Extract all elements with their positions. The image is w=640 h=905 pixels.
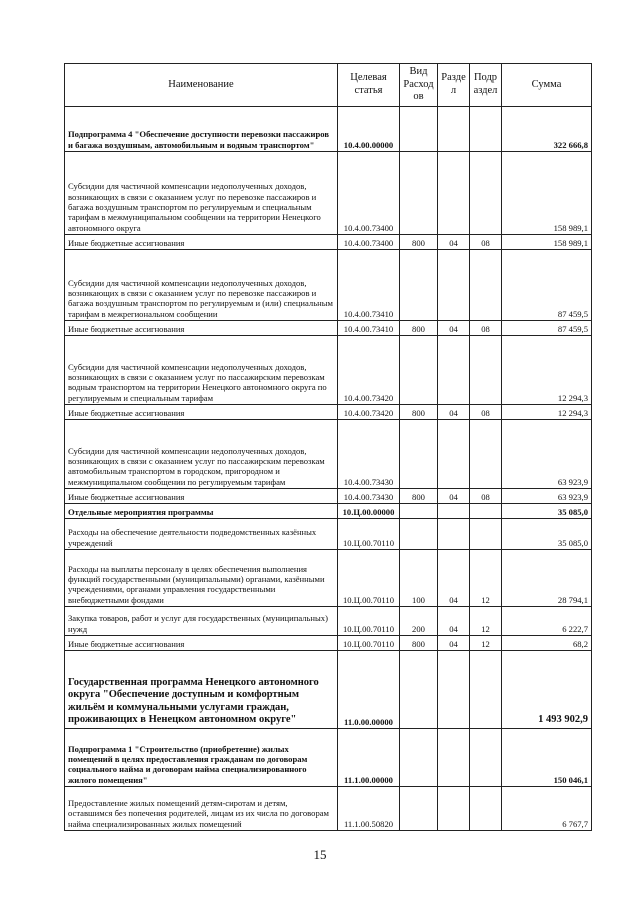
row-vid: 800: [400, 489, 438, 504]
header-name: Наименование: [65, 64, 338, 107]
row-sum: 322 666,8: [502, 107, 592, 152]
budget-table: [64, 63, 592, 831]
table-row: [65, 729, 592, 787]
row-vid: [400, 519, 438, 550]
table-row: [65, 152, 592, 235]
header-row: [65, 64, 592, 107]
row-name: Закупка товаров, работ и услуг для государственных (муниципальных) нужд: [65, 607, 338, 636]
table-row: [65, 321, 592, 336]
row-podrazdel: [470, 107, 502, 152]
row-code: 11.1.00.50820: [338, 787, 400, 831]
row-razdel: 04: [438, 235, 470, 250]
row-razdel: 04: [438, 636, 470, 651]
row-vid: 100: [400, 550, 438, 607]
row-name: Иные бюджетные ассигнования: [65, 489, 338, 504]
table-row: [65, 651, 592, 729]
row-podrazdel: [470, 152, 502, 235]
row-name: Государственная программа Ненецкого автономного округа "Обеспечение доступным и комфортным жильём и коммунальными услугами граждан, проживающих в Ненецком автономном округе": [65, 651, 338, 729]
row-code: 10.4.00.73400: [338, 235, 400, 250]
row-code: 10.4.00.73410: [338, 250, 400, 321]
row-razdel: 04: [438, 550, 470, 607]
row-razdel: [438, 519, 470, 550]
table-row: [65, 519, 592, 550]
header-podrazdel: Подр аздел: [470, 64, 502, 107]
row-razdel: 04: [438, 489, 470, 504]
row-code: 10.4.00.00000: [338, 107, 400, 152]
table-row: [65, 787, 592, 831]
table-row: [65, 607, 592, 636]
row-sum: 87 459,5: [502, 250, 592, 321]
row-name: Отдельные мероприятия программы: [65, 504, 338, 519]
row-sum: 68,2: [502, 636, 592, 651]
row-razdel: [438, 250, 470, 321]
row-vid: [400, 152, 438, 235]
row-podrazdel: [470, 787, 502, 831]
row-podrazdel: 08: [470, 489, 502, 504]
row-podrazdel: [470, 729, 502, 787]
row-podrazdel: 12: [470, 607, 502, 636]
row-sum: 63 923,9: [502, 420, 592, 489]
row-razdel: [438, 336, 470, 405]
row-name: Иные бюджетные ассигнования: [65, 321, 338, 336]
row-code: 10.4.00.73430: [338, 489, 400, 504]
row-code: 10.Ц.00.70110: [338, 550, 400, 607]
row-code: 10.Ц.00.70110: [338, 519, 400, 550]
row-name: Иные бюджетные ассигнования: [65, 636, 338, 651]
row-name: Субсидии для частичной компенсации недополученных доходов, возникающих в связи с оказанием услуг по перевозке пассажиров и багажа воздушным транспортом по регулируемым и специальным тарифам в межмуниципальном сообщении на территории Ненецкого автономного округа: [65, 152, 338, 235]
row-sum: 6 767,7: [502, 787, 592, 831]
row-name: Субсидии для частичной компенсации недополученных доходов, возникающих в связи с оказанием услуг по перевозке пассажиров и багажа воздушным транспортом по регулируемым и (или) специальным тарифам в межрегиональном сообщении: [65, 250, 338, 321]
row-razdel: [438, 420, 470, 489]
row-sum: 150 046,1: [502, 729, 592, 787]
row-podrazdel: 12: [470, 550, 502, 607]
row-vid: 800: [400, 405, 438, 420]
row-sum: 35 085,0: [502, 519, 592, 550]
row-podrazdel: [470, 420, 502, 489]
row-vid: 800: [400, 235, 438, 250]
row-vid: 800: [400, 636, 438, 651]
table-row: [65, 107, 592, 152]
row-podrazdel: [470, 250, 502, 321]
row-code: 10.4.00.73410: [338, 321, 400, 336]
header-summa: Сумма: [502, 64, 592, 107]
row-vid: [400, 107, 438, 152]
table-row: [65, 550, 592, 607]
row-razdel: [438, 152, 470, 235]
row-sum: 12 294,3: [502, 336, 592, 405]
row-vid: [400, 336, 438, 405]
row-code: 10.4.00.73400: [338, 152, 400, 235]
table-row: [65, 489, 592, 504]
row-sum: 6 222,7: [502, 607, 592, 636]
row-sum: 28 794,1: [502, 550, 592, 607]
row-vid: [400, 787, 438, 831]
row-podrazdel: [470, 519, 502, 550]
table-row: [65, 250, 592, 321]
row-podrazdel: 12: [470, 636, 502, 651]
row-code: 11.0.00.00000: [338, 651, 400, 729]
row-code: 10.4.00.73430: [338, 420, 400, 489]
row-razdel: [438, 107, 470, 152]
row-code: 10.Ц.00.00000: [338, 504, 400, 519]
row-name: Расходы на обеспечение деятельности подведомственных казённых учреждений: [65, 519, 338, 550]
row-sum: 158 989,1: [502, 152, 592, 235]
row-vid: [400, 420, 438, 489]
row-vid: [400, 250, 438, 321]
row-podrazdel: 08: [470, 235, 502, 250]
row-name: Подпрограмма 4 "Обеспечение доступности перевозки пассажиров и багажа воздушным, автомобильным и водным транспортом": [65, 107, 338, 152]
table-row: [65, 235, 592, 250]
row-sum: 87 459,5: [502, 321, 592, 336]
row-razdel: [438, 504, 470, 519]
row-code: 11.1.00.00000: [338, 729, 400, 787]
row-razdel: [438, 787, 470, 831]
table-row: [65, 405, 592, 420]
row-podrazdel: [470, 504, 502, 519]
row-code: 10.4.00.73420: [338, 405, 400, 420]
table-row: [65, 636, 592, 651]
table-row: [65, 504, 592, 519]
page-number: 15: [313, 847, 327, 862]
row-name: Расходы на выплаты персоналу в целях обеспечения выполнения функций государственными (муниципальными) органами, казёнными учреждениями, органами управления государственными внебюджетными фондами: [65, 550, 338, 607]
row-vid: [400, 651, 438, 729]
row-name: Субсидии для частичной компенсации недополученных доходов, возникающих в связи с оказанием услуг по пассажирским перевозкам водным транспортом на территории Ненецкого автономного округа по регулируемым и специальным тарифам: [65, 336, 338, 405]
table-row: [65, 420, 592, 489]
row-name: Субсидии для частичной компенсации недополученных доходов, возникающих в связи с оказанием услуг по пассажирским перевозкам автомобильным транспортом в городском, пригородном и межмуниципальном сообщении по регулируемым тарифам: [65, 420, 338, 489]
row-name: Подпрограмма 1 "Строительство (приобретение) жилых помещений в целях предоставления гражданам по договорам социального найма и договорам найма специализированного жилого помещения": [65, 729, 338, 787]
row-vid: [400, 504, 438, 519]
row-sum: 35 085,0: [502, 504, 592, 519]
row-razdel: 04: [438, 607, 470, 636]
row-razdel: 04: [438, 321, 470, 336]
row-sum: 12 294,3: [502, 405, 592, 420]
row-name: Иные бюджетные ассигнования: [65, 235, 338, 250]
row-vid: 800: [400, 321, 438, 336]
row-vid: [400, 729, 438, 787]
row-name: Иные бюджетные ассигнования: [65, 405, 338, 420]
row-razdel: 04: [438, 405, 470, 420]
row-vid: 200: [400, 607, 438, 636]
row-name: Предоставление жилых помещений детям-сиротам и детям, оставшимся без попечения родителей, лицам из их числа по договорам найма специализированных жилых помещений: [65, 787, 338, 831]
header-target: Целевая статья: [338, 64, 400, 107]
row-podrazdel: [470, 336, 502, 405]
row-razdel: [438, 651, 470, 729]
row-podrazdel: [470, 651, 502, 729]
row-code: 10.Ц.00.70110: [338, 607, 400, 636]
header-vid: Вид Расход ов: [400, 64, 438, 107]
row-code: 10.4.00.73420: [338, 336, 400, 405]
table-row: [65, 336, 592, 405]
row-code: 10.Ц.00.70110: [338, 636, 400, 651]
header-razdel: Разде л: [438, 64, 470, 107]
row-sum: 1 493 902,9: [502, 651, 592, 729]
row-podrazdel: 08: [470, 321, 502, 336]
row-podrazdel: 08: [470, 405, 502, 420]
row-razdel: [438, 729, 470, 787]
row-sum: 158 989,1: [502, 235, 592, 250]
row-sum: 63 923,9: [502, 489, 592, 504]
